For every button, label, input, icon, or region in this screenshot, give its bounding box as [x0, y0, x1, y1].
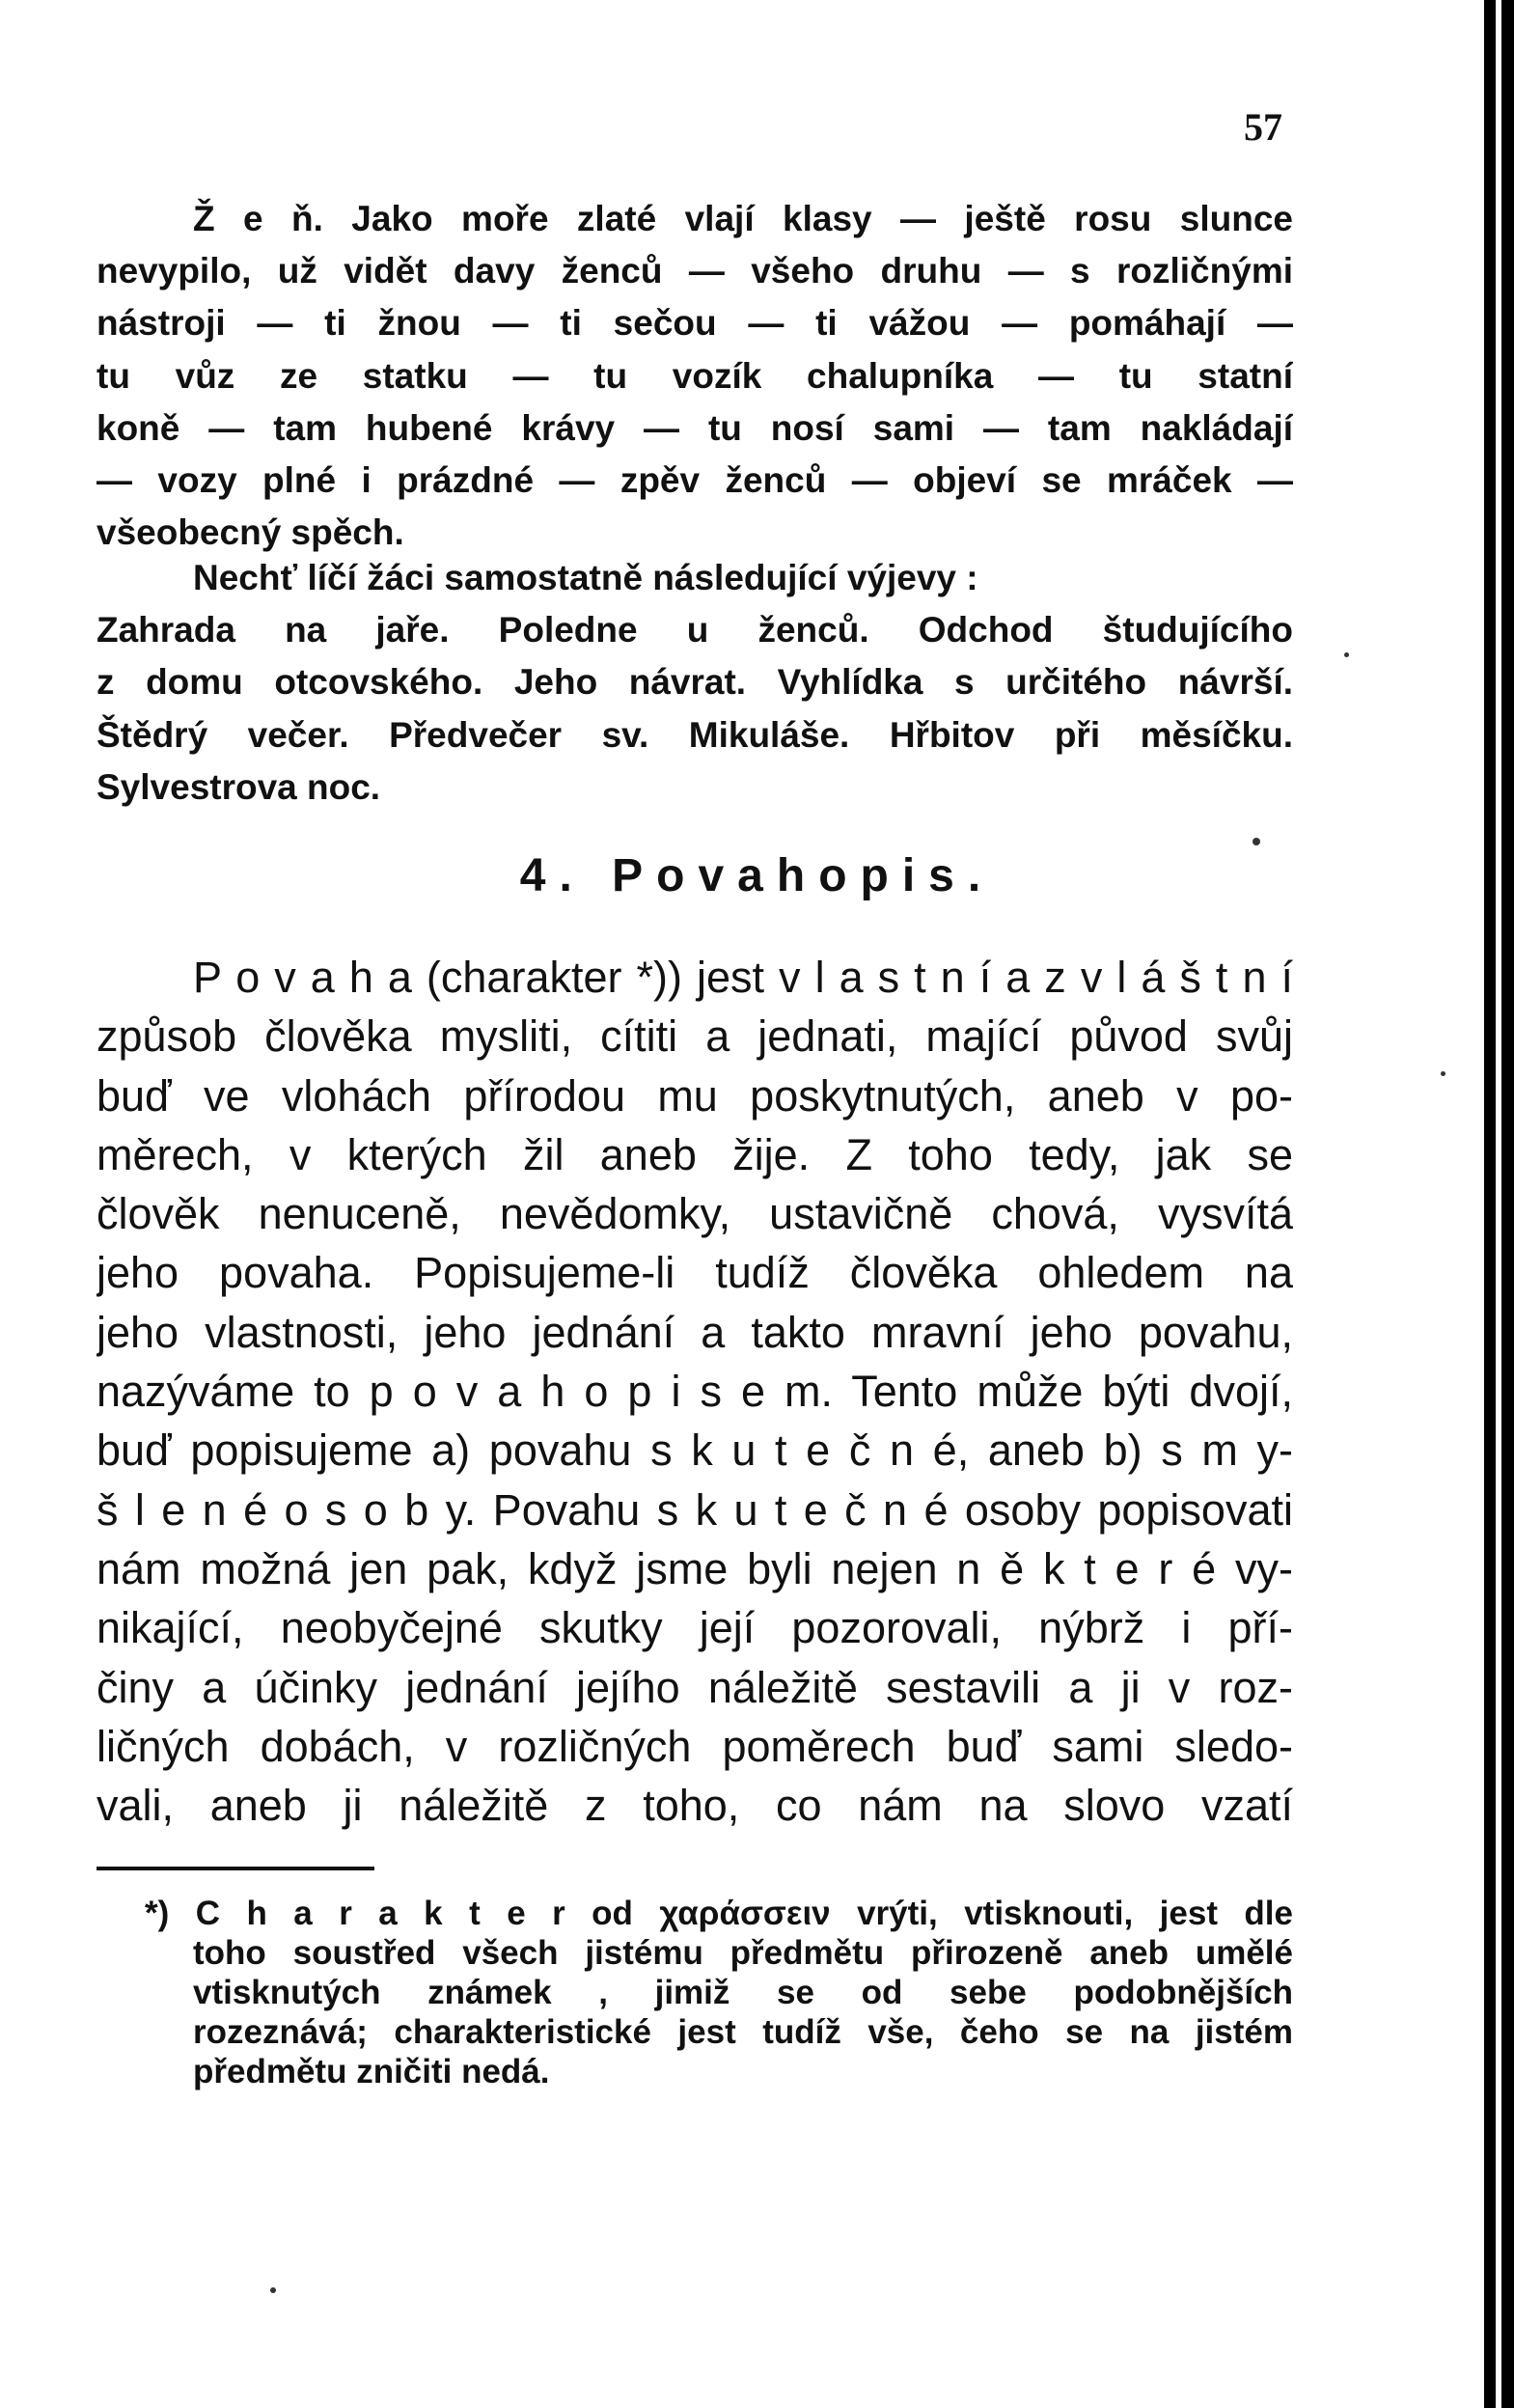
text-line: činy a účinky jednání jejího náležitě sestavili a ji v roz-	[96, 1662, 1293, 1712]
footnote	[96, 1894, 1293, 2091]
text-line: — vozy plné i prázdné — zpěv ženců — objeví se mráček —	[96, 460, 1293, 501]
text-line: nazýváme to p o v a h o p i s e m. Tento může býti dvojí,	[96, 1367, 1293, 1417]
text-line: způsob člověka mysliti, cítiti a jednati, mající původ svůj	[96, 1011, 1293, 1062]
text-line: nám možná jen pak, když jsme byli nejen n ě k t e r é vy-	[96, 1543, 1293, 1593]
section-zen	[96, 193, 1293, 559]
scan-speck	[270, 2287, 276, 2293]
scan-border-inner	[1484, 0, 1496, 2408]
text-line: Nechť líčí žáci samostatně následující výjevy :	[193, 558, 978, 597]
text-line: vali, aneb ji náležitě z toho, co nám na slovo vzatí	[96, 1781, 1293, 1831]
text-line: jeho povaha. Popisujeme-li tudíž člověka ohledem na	[96, 1248, 1293, 1298]
text-line: buď popisujeme a) povahu s k u t e č n é, aneb b) s m y-	[96, 1425, 1293, 1476]
text-line: Štědrý večer. Předvečer sv. Mikuláše. Hřbitov při měsíčku.	[96, 714, 1293, 755]
section-body	[96, 948, 1293, 1835]
text-line: toho soustřed všech jistému předmětu přirozeně aneb umělé	[193, 1934, 1293, 1972]
text-line: jeho vlastnosti, jeho jednání a takto mravní jeho povahu,	[96, 1307, 1293, 1357]
text-line: koně — tam hubené krávy — tu nosí sami — tam nakládají	[96, 407, 1293, 448]
scan-border-outer	[1501, 0, 1514, 2408]
scan-speck	[1252, 838, 1260, 845]
scan-speck	[1344, 652, 1349, 657]
text-line: vtisknutých známek , jimiž se od sebe podobnějších	[193, 1974, 1293, 2011]
text-line: předmětu zničiti nedá.	[193, 2053, 550, 2090]
text-line: z domu otcovského. Jeho návrat. Vyhlídka s určitého návrší.	[96, 662, 1293, 703]
text-line: buď ve vlohách přírodou mu poskytnutých, aneb v po-	[96, 1070, 1293, 1121]
text-line: člověk nenuceně, nevědomky, ustavičně chová, vysvítá	[96, 1189, 1293, 1239]
text-line: Sylvestrova noc.	[96, 766, 381, 807]
text-line: nikající, neobyčejné skutky její pozorovali, nýbrž i pří-	[96, 1603, 1293, 1653]
text-line: tu vůz ze statku — tu vozík chalupníka — tu statní	[96, 355, 1293, 396]
text-line: měrech, v kterých žil aneb žije. Z toho tedy, jak se	[96, 1129, 1293, 1179]
section-vyjevy	[96, 552, 1293, 814]
footnote-rule	[96, 1867, 374, 1870]
page-number: 57	[1244, 105, 1282, 149]
section-heading: 4. Povahopis.	[519, 850, 995, 901]
text-line: Zahrada na jaře. Poledne u ženců. Odchod študujícího	[96, 610, 1293, 650]
text-line: nástroji — ti žnou — ti sečou — ti vážou — pomáhají —	[96, 303, 1293, 344]
text-line: rozeznává; charakteristické jest tudíž vše, čeho se na jistém	[193, 2013, 1293, 2051]
text-line: ličných dobách, v rozličných poměrech buď sami sledo-	[96, 1721, 1293, 1771]
text-line: P o v a h a (charakter *)) jest v l a s t n í a z v l á š t n í	[193, 953, 1293, 1002]
text-line: Ž e ň. Jako moře zlaté vlají klasy — ještě rosu slunce	[193, 199, 1293, 238]
text-line: š l e n é o s o b y. Povahu s k u t e č n é osoby popisovati	[96, 1484, 1293, 1535]
text-line: nevypilo, už vidět davy ženců — všeho druhu — s rozličnými	[96, 251, 1293, 291]
scan-speck	[1441, 1071, 1445, 1076]
text-line: všeobecný spěch.	[96, 512, 404, 553]
text-line: *) C h a r a k t e r od χαράσσειν vrýti, vtisknouti, jest dle	[145, 1895, 1293, 1932]
